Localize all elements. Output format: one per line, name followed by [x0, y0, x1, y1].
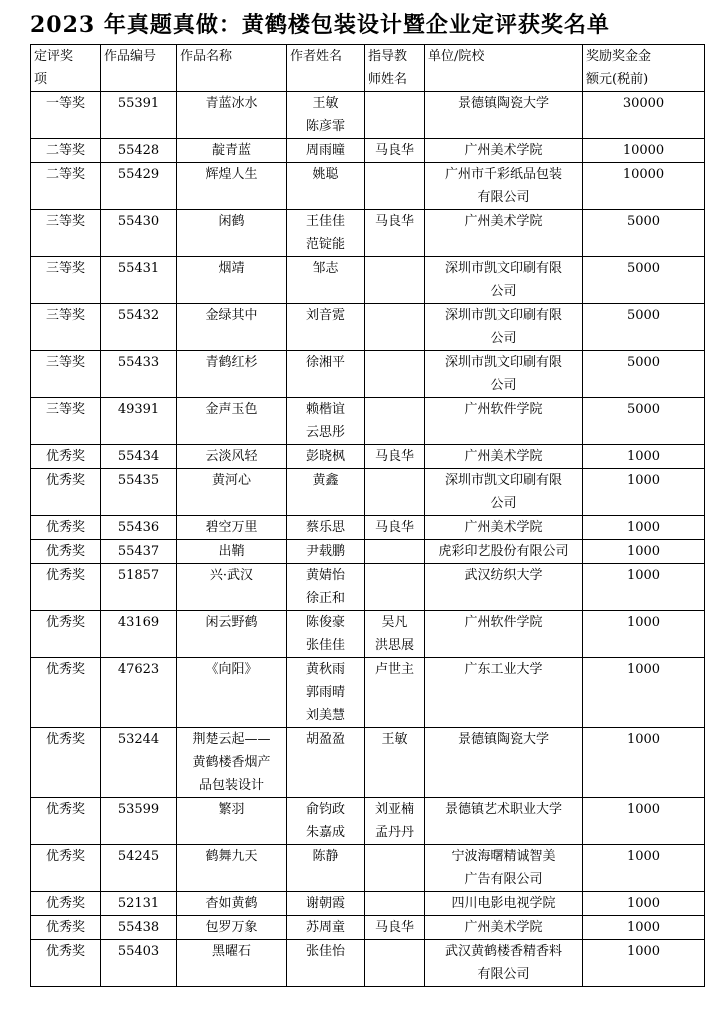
unit-cell-line: 景德镇陶瓷大学: [457, 732, 549, 747]
authors-cell-line: 蔡乐思: [305, 520, 345, 535]
unit-cell-line: 宁波海曙精诚智美: [451, 849, 556, 864]
prize-cell: 1000: [583, 469, 705, 516]
table-row: [31, 728, 705, 798]
award-cell: 优秀奖: [31, 658, 101, 728]
work-name-cell: [177, 845, 287, 892]
award-cell: 优秀奖: [31, 798, 101, 845]
authors-cell: [287, 940, 365, 987]
unit-cell-line: 公司: [490, 331, 517, 346]
unit-cell: [425, 798, 583, 845]
advisors-cell: [365, 351, 425, 398]
award-header: [31, 45, 101, 92]
work-name-cell: [177, 257, 287, 304]
award-cell: 优秀奖: [31, 940, 101, 987]
unit-cell-line: 广州美术学院: [464, 143, 543, 158]
award-cell: 优秀奖: [31, 728, 101, 798]
prize-header-text: 奖励奖金金: [586, 49, 652, 64]
award-cell: 优秀奖: [31, 611, 101, 658]
award-cell: 二等奖: [31, 139, 101, 163]
unit-cell: [425, 304, 583, 351]
table-row: [31, 139, 705, 163]
advisors-cell-line: 马良华: [374, 214, 414, 229]
authors-cell: [287, 92, 365, 139]
authors-cell: [287, 611, 365, 658]
authors-cell-line: 尹载鹏: [305, 544, 345, 559]
advisors-cell: [365, 210, 425, 257]
work-name-cell-line: 闲鹤: [218, 214, 245, 229]
authors-cell: [287, 257, 365, 304]
authors-cell-line: 王敏: [312, 96, 339, 111]
work-name-cell-line: 荆楚云起——: [192, 732, 271, 747]
unit-cell-line: 景德镇艺术职业大学: [444, 802, 562, 817]
unit-cell: [425, 163, 583, 210]
advisors-cell-line: 马良华: [374, 520, 414, 535]
work-name-cell-line: 包罗万象: [205, 920, 258, 935]
table-row: [31, 540, 705, 564]
table-row: [31, 445, 705, 469]
work-name-cell: [177, 658, 287, 728]
work-name-cell: [177, 940, 287, 987]
authors-cell-line: 陈彦霏: [305, 119, 345, 134]
work-name-cell: [177, 163, 287, 210]
table-row: [31, 398, 705, 445]
authors-cell: [287, 798, 365, 845]
unit-cell: [425, 469, 583, 516]
unit-header: [425, 45, 583, 92]
award-header-text: 项: [34, 72, 48, 87]
authors-cell: [287, 351, 365, 398]
award-cell: 三等奖: [31, 304, 101, 351]
unit-cell: [425, 845, 583, 892]
work-name-cell-line: 兴·武汉: [209, 568, 254, 583]
table-row: [31, 469, 705, 516]
prize-cell: 5000: [583, 398, 705, 445]
work-name-cell-line: 黑曜石: [211, 944, 251, 959]
awards-table: [30, 44, 705, 987]
work-name-cell: [177, 728, 287, 798]
authors-cell-line: 周雨曈: [305, 143, 345, 158]
unit-cell-line: 深圳市凯文印刷有限: [444, 473, 562, 488]
work-name-cell: [177, 540, 287, 564]
work-name-cell-line: 靛青蓝: [211, 143, 251, 158]
work-name-cell-line: 品包装设计: [198, 778, 264, 793]
unit-cell-line: 公司: [490, 496, 517, 511]
award-cell: 三等奖: [31, 257, 101, 304]
advisors-cell: [365, 445, 425, 469]
authors-cell-line: 张佳怡: [305, 944, 345, 959]
table-body: [31, 92, 705, 987]
prize-header-text: 额元(税前): [586, 72, 649, 87]
authors-cell: [287, 916, 365, 940]
prize-cell: 1000: [583, 728, 705, 798]
work-name-cell: [177, 516, 287, 540]
advisors-cell: [365, 398, 425, 445]
table-row: [31, 257, 705, 304]
prize-cell: 5000: [583, 257, 705, 304]
id-cell: 55430: [101, 210, 177, 257]
advisors-cell-line: 马良华: [374, 143, 414, 158]
unit-cell: [425, 940, 583, 987]
authors-cell: [287, 845, 365, 892]
authors-cell: [287, 540, 365, 564]
unit-cell-line: 广州美术学院: [464, 214, 543, 229]
advisors-cell: [365, 940, 425, 987]
award-cell: 优秀奖: [31, 916, 101, 940]
advisors-header-text: 师姓名: [368, 72, 408, 87]
unit-cell: [425, 892, 583, 916]
prize-cell: 1000: [583, 845, 705, 892]
unit-cell: [425, 516, 583, 540]
award-cell: 优秀奖: [31, 564, 101, 611]
id-header: [101, 45, 177, 92]
work-name-cell-line: 青鹤红杉: [205, 355, 258, 370]
table-row: [31, 940, 705, 987]
id-header-text: 作品编号: [104, 49, 157, 64]
id-cell: 55431: [101, 257, 177, 304]
work-name-cell-line: 繁羽: [218, 802, 245, 817]
unit-cell-line: 公司: [490, 378, 517, 393]
award-cell: 三等奖: [31, 210, 101, 257]
unit-cell-line: 深圳市凯文印刷有限: [444, 308, 562, 323]
award-cell: 优秀奖: [31, 540, 101, 564]
id-cell: 53599: [101, 798, 177, 845]
authors-cell-line: 胡盈盈: [305, 732, 345, 747]
prize-cell: 1000: [583, 611, 705, 658]
unit-cell-line: 景德镇陶瓷大学: [457, 96, 549, 111]
unit-cell-line: 虎彩印艺股份有限公司: [438, 544, 569, 559]
unit-cell-line: 深圳市凯文印刷有限: [444, 261, 562, 276]
unit-cell: [425, 540, 583, 564]
authors-cell-line: 彭晓枫: [305, 449, 345, 464]
table-row: [31, 564, 705, 611]
unit-cell: [425, 916, 583, 940]
id-cell: 55391: [101, 92, 177, 139]
prize-cell: 1000: [583, 658, 705, 728]
prize-cell: 1000: [583, 798, 705, 845]
work-name-cell-line: 碧空万里: [205, 520, 258, 535]
advisors-cell: [365, 257, 425, 304]
authors-cell-line: 徐正和: [305, 591, 345, 606]
table-row: [31, 304, 705, 351]
authors-cell-line: 谢朝霞: [305, 896, 345, 911]
header-row: [31, 45, 705, 92]
authors-header-text: 作者姓名: [290, 49, 343, 64]
id-cell: 47623: [101, 658, 177, 728]
id-cell: 55436: [101, 516, 177, 540]
prize-cell: 1000: [583, 445, 705, 469]
table-row: [31, 798, 705, 845]
authors-cell-line: 刘美慧: [305, 708, 345, 723]
authors-cell-line: 朱嘉成: [305, 825, 345, 840]
advisors-cell-line: 孟丹丹: [374, 825, 414, 840]
table-row: [31, 916, 705, 940]
advisors-header-text: 指导教: [368, 49, 408, 64]
table-row: [31, 611, 705, 658]
authors-cell-line: 刘音霓: [305, 308, 345, 323]
prize-cell: 10000: [583, 163, 705, 210]
authors-cell-line: 俞钧政: [305, 802, 345, 817]
work-name-cell: [177, 892, 287, 916]
id-cell: 55403: [101, 940, 177, 987]
authors-cell: [287, 728, 365, 798]
unit-cell-line: 有限公司: [477, 190, 530, 205]
work-name-cell: [177, 445, 287, 469]
advisors-cell: [365, 139, 425, 163]
award-cell: 优秀奖: [31, 845, 101, 892]
unit-cell: [425, 611, 583, 658]
award-cell: 优秀奖: [31, 892, 101, 916]
advisors-cell: [365, 611, 425, 658]
unit-cell-line: 武汉纺织大学: [464, 568, 543, 583]
work-name-cell-line: 辉煌人生: [205, 167, 258, 182]
unit-cell-line: 武汉黄鹤楼香精香料: [444, 944, 562, 959]
award-cell: 优秀奖: [31, 445, 101, 469]
work-name-cell: [177, 798, 287, 845]
id-cell: 55437: [101, 540, 177, 564]
unit-cell-line: 广州软件学院: [464, 615, 543, 630]
prize-cell: 1000: [583, 892, 705, 916]
advisors-cell-line: 刘亚楠: [374, 802, 414, 817]
unit-cell: [425, 564, 583, 611]
id-cell: 55438: [101, 916, 177, 940]
id-cell: 55435: [101, 469, 177, 516]
advisors-cell-line: 吴凡: [381, 615, 408, 630]
table-row: [31, 845, 705, 892]
page-title: 2023 年真题真做：黄鹤楼包装设计暨企业定评获奖名单: [30, 12, 610, 38]
authors-cell-line: 邹志: [312, 261, 339, 276]
work-name-cell-line: 出鞘: [218, 544, 245, 559]
work-name-cell-line: 杳如黄鹤: [205, 896, 258, 911]
unit-cell-line: 公司: [490, 284, 517, 299]
authors-cell-line: 黄婧怡: [305, 568, 345, 583]
authors-cell-line: 郭雨晴: [305, 685, 345, 700]
authors-cell-line: 云思彤: [305, 425, 345, 440]
unit-cell-line: 广州市千彩纸品包装: [444, 167, 562, 182]
advisors-cell-line: 卢世主: [374, 662, 414, 677]
unit-cell-line: 广州美术学院: [464, 920, 543, 935]
award-cell: 三等奖: [31, 398, 101, 445]
unit-cell-line: 广州美术学院: [464, 449, 543, 464]
unit-cell: [425, 351, 583, 398]
work-name-cell: [177, 351, 287, 398]
unit-cell: [425, 658, 583, 728]
id-cell: 55432: [101, 304, 177, 351]
work-name-cell-line: 烟靖: [218, 261, 245, 276]
advisors-cell: [365, 163, 425, 210]
advisors-cell-line: 洪思展: [374, 638, 414, 653]
advisors-cell: [365, 469, 425, 516]
advisors-cell: [365, 564, 425, 611]
work-name-cell-line: 《向阳》: [205, 662, 258, 677]
award-header-text: 定评奖: [34, 49, 74, 64]
unit-cell: [425, 398, 583, 445]
table-row: [31, 658, 705, 728]
authors-cell-line: 徐湘平: [305, 355, 345, 370]
authors-cell-line: 黄秋雨: [305, 662, 345, 677]
authors-cell-line: 王佳佳: [305, 214, 345, 229]
authors-cell-line: 黄鑫: [312, 473, 339, 488]
authors-cell-line: 苏周童: [305, 920, 345, 935]
id-cell: 43169: [101, 611, 177, 658]
work-name-cell: [177, 564, 287, 611]
unit-cell-line: 广告有限公司: [464, 872, 543, 887]
advisors-cell-line: 王敏: [381, 732, 408, 747]
authors-cell-line: 陈俊豪: [305, 615, 345, 630]
award-cell: 二等奖: [31, 163, 101, 210]
work-name-cell: [177, 916, 287, 940]
unit-cell-line: 深圳市凯文印刷有限: [444, 355, 562, 370]
unit-cell: [425, 445, 583, 469]
work-name-cell: [177, 611, 287, 658]
work-name-cell-line: 鹤舞九天: [205, 849, 258, 864]
work-name-cell-line: 青蓝冰水: [205, 96, 258, 111]
id-cell: 52131: [101, 892, 177, 916]
unit-cell-line: 广东工业大学: [464, 662, 543, 677]
id-cell: 55433: [101, 351, 177, 398]
work-header: [177, 45, 287, 92]
authors-cell-line: 姚聪: [312, 167, 339, 182]
table-row: [31, 163, 705, 210]
id-cell: 55434: [101, 445, 177, 469]
work-name-cell-line: 闲云野鹤: [205, 615, 258, 630]
table-row: [31, 892, 705, 916]
authors-cell: [287, 304, 365, 351]
advisors-cell: [365, 845, 425, 892]
authors-cell: [287, 564, 365, 611]
unit-cell: [425, 210, 583, 257]
work-name-cell-line: 云淡风轻: [205, 449, 258, 464]
prize-cell: 1000: [583, 564, 705, 611]
award-cell: 三等奖: [31, 351, 101, 398]
advisors-cell-line: 马良华: [374, 449, 414, 464]
advisors-cell-line: 马良华: [374, 920, 414, 935]
authors-cell: [287, 445, 365, 469]
authors-cell: [287, 516, 365, 540]
work-name-cell-line: 金声玉色: [205, 402, 258, 417]
authors-cell-line: 范锭能: [305, 237, 345, 252]
work-name-cell-line: 金绿其中: [205, 308, 258, 323]
prize-cell: 5000: [583, 210, 705, 257]
id-cell: 53244: [101, 728, 177, 798]
prize-cell: 10000: [583, 139, 705, 163]
unit-cell-line: 广州美术学院: [464, 520, 543, 535]
advisors-cell: [365, 798, 425, 845]
id-cell: 49391: [101, 398, 177, 445]
prize-cell: 1000: [583, 940, 705, 987]
advisors-cell: [365, 658, 425, 728]
prize-header: [583, 45, 705, 92]
id-cell: 55429: [101, 163, 177, 210]
authors-cell-line: 赖楷谊: [305, 402, 345, 417]
unit-cell-line: 广州软件学院: [464, 402, 543, 417]
unit-cell: [425, 257, 583, 304]
id-cell: 54245: [101, 845, 177, 892]
unit-cell: [425, 92, 583, 139]
work-name-cell: [177, 92, 287, 139]
prize-cell: 30000: [583, 92, 705, 139]
award-cell: 优秀奖: [31, 469, 101, 516]
award-cell: 一等奖: [31, 92, 101, 139]
work-name-cell: [177, 398, 287, 445]
authors-cell-line: 陈静: [312, 849, 339, 864]
work-name-cell: [177, 304, 287, 351]
authors-cell: [287, 139, 365, 163]
unit-cell: [425, 139, 583, 163]
advisors-cell: [365, 892, 425, 916]
work-name-cell: [177, 139, 287, 163]
advisors-cell: [365, 304, 425, 351]
table-row: [31, 516, 705, 540]
prize-cell: 1000: [583, 540, 705, 564]
authors-header: [287, 45, 365, 92]
table-row: [31, 210, 705, 257]
advisors-cell: [365, 728, 425, 798]
unit-cell: [425, 728, 583, 798]
id-cell: 51857: [101, 564, 177, 611]
table-row: [31, 92, 705, 139]
advisors-header: [365, 45, 425, 92]
work-name-cell-line: 黄河心: [211, 473, 251, 488]
authors-cell: [287, 163, 365, 210]
authors-cell: [287, 658, 365, 728]
authors-cell: [287, 469, 365, 516]
unit-header-text: 单位/院校: [428, 49, 485, 64]
work-name-cell: [177, 469, 287, 516]
prize-cell: 5000: [583, 351, 705, 398]
advisors-cell: [365, 516, 425, 540]
unit-cell-line: 四川电影电视学院: [451, 896, 556, 911]
prize-cell: 1000: [583, 516, 705, 540]
advisors-cell: [365, 540, 425, 564]
work-header-text: 作品名称: [180, 49, 233, 64]
id-cell: 55428: [101, 139, 177, 163]
advisors-cell: [365, 916, 425, 940]
authors-cell: [287, 892, 365, 916]
authors-cell: [287, 398, 365, 445]
advisors-cell: [365, 92, 425, 139]
work-name-cell: [177, 210, 287, 257]
unit-cell-line: 有限公司: [477, 967, 530, 982]
table-row: [31, 351, 705, 398]
authors-cell: [287, 210, 365, 257]
prize-cell: 1000: [583, 916, 705, 940]
authors-cell-line: 张佳佳: [305, 638, 345, 653]
award-cell: 优秀奖: [31, 516, 101, 540]
prize-cell: 5000: [583, 304, 705, 351]
work-name-cell-line: 黄鹤楼香烟产: [192, 755, 271, 770]
